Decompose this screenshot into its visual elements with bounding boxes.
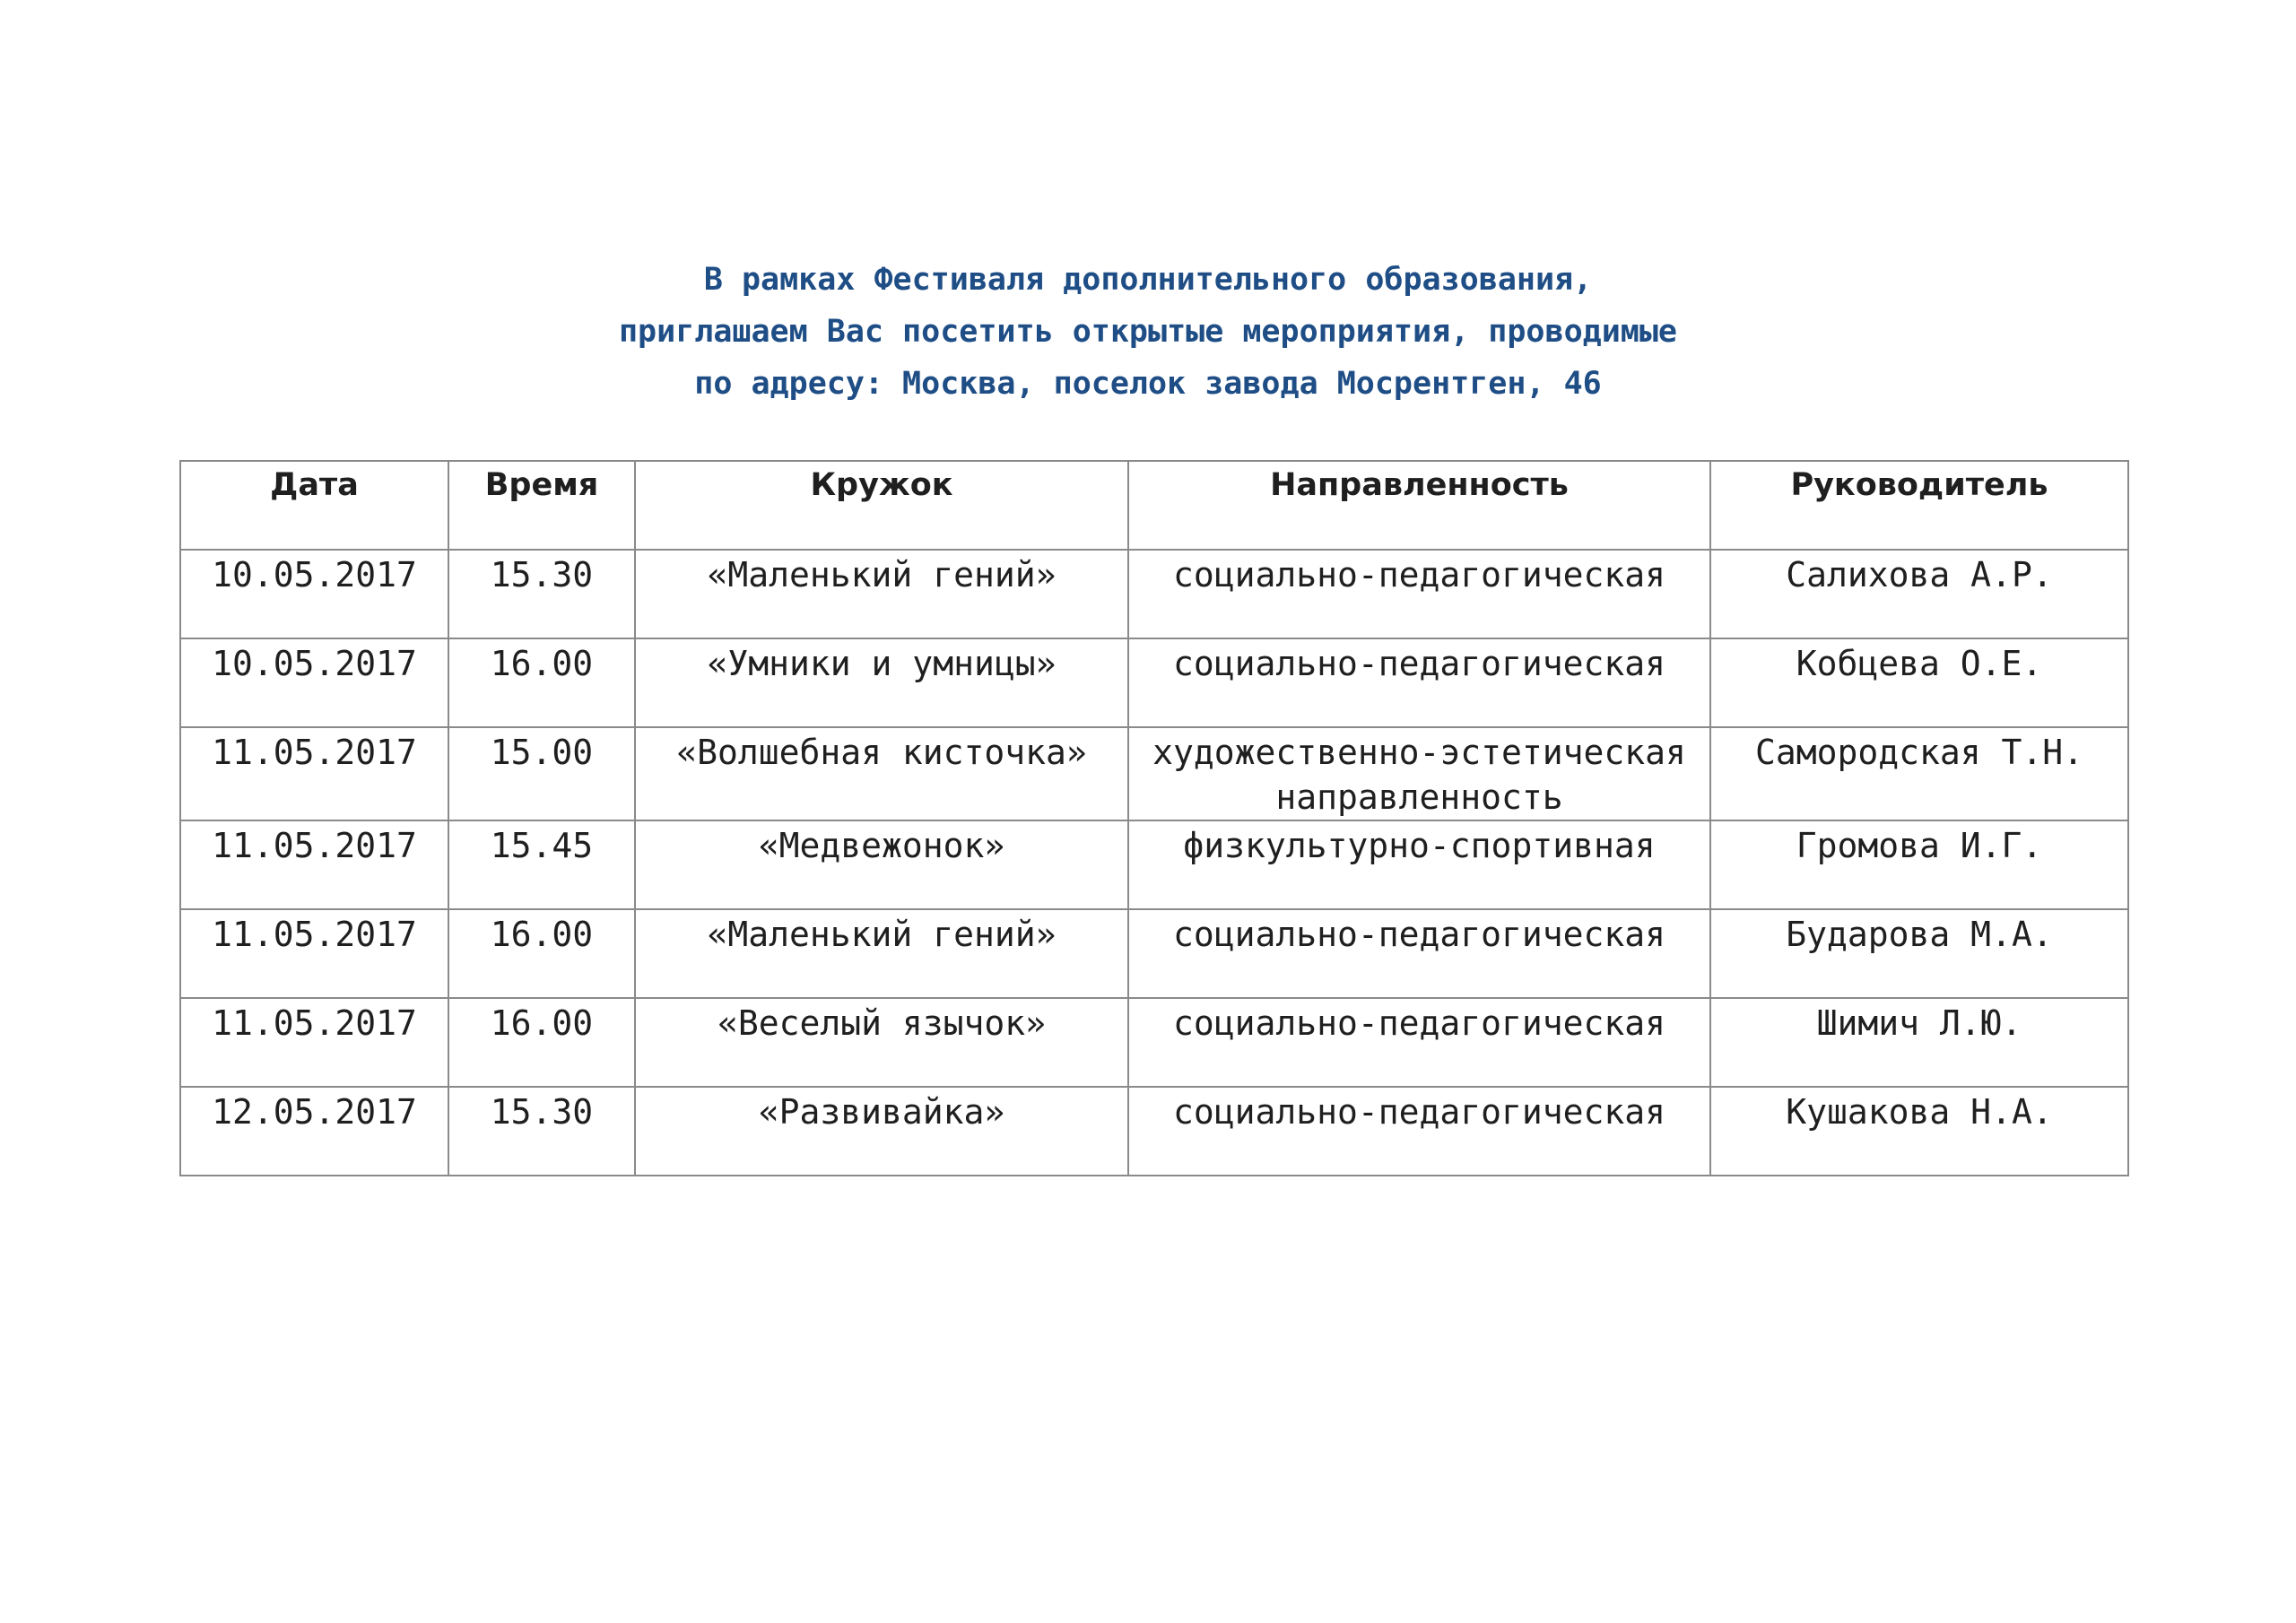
cell-club: «Развивайка» xyxy=(635,1087,1128,1176)
table-row xyxy=(180,820,2128,909)
cell-date: 11.05.2017 xyxy=(180,998,448,1087)
cell-direction: социально-педагогическая xyxy=(1128,638,1710,727)
cell-date: 11.05.2017 xyxy=(180,727,448,820)
column-header-leader: Руководитель xyxy=(1710,461,2128,550)
cell-leader: Салихова А.Р. xyxy=(1710,550,2128,638)
cell-direction: социально-педагогическая xyxy=(1128,909,1710,998)
cell-time: 15.00 xyxy=(448,727,635,820)
cell-club: «Маленький гений» xyxy=(635,550,1128,638)
table-row xyxy=(180,727,2128,820)
cell-leader: Кушакова Н.А. xyxy=(1710,1087,2128,1176)
cell-direction: социально-педагогическая xyxy=(1128,550,1710,638)
cell-leader: Громова И.Г. xyxy=(1710,820,2128,909)
cell-time: 15.30 xyxy=(448,550,635,638)
column-header-date: Дата xyxy=(180,461,448,550)
cell-leader: Бударова М.А. xyxy=(1710,909,2128,998)
cell-date: 10.05.2017 xyxy=(180,550,448,638)
cell-club: «Умники и умницы» xyxy=(635,638,1128,727)
invitation-heading xyxy=(0,254,2296,410)
cell-club: «Медвежонок» xyxy=(635,820,1128,909)
cell-date: 10.05.2017 xyxy=(180,638,448,727)
cell-time: 15.30 xyxy=(448,1087,635,1176)
column-header-time: Время xyxy=(448,461,635,550)
table-row xyxy=(180,998,2128,1087)
cell-leader: Кобцева О.Е. xyxy=(1710,638,2128,727)
cell-time: 16.00 xyxy=(448,909,635,998)
cell-club: «Волшебная кисточка» xyxy=(635,727,1128,820)
cell-date: 11.05.2017 xyxy=(180,909,448,998)
cell-club: «Маленький гений» xyxy=(635,909,1128,998)
cell-club: «Веселый язычок» xyxy=(635,998,1128,1087)
cell-direction: художественно-эстетическая направленность xyxy=(1128,727,1710,820)
table-row xyxy=(180,909,2128,998)
events-schedule-table xyxy=(179,460,2129,1176)
cell-leader: Шимич Л.Ю. xyxy=(1710,998,2128,1087)
table-row xyxy=(180,1087,2128,1176)
cell-leader: Самородская Т.Н. xyxy=(1710,727,2128,820)
column-header-direction: Направленность xyxy=(1128,461,1710,550)
cell-direction: социально-педагогическая xyxy=(1128,998,1710,1087)
table-row xyxy=(180,550,2128,638)
cell-time: 16.00 xyxy=(448,638,635,727)
cell-time: 16.00 xyxy=(448,998,635,1087)
heading-line-1: В рамках Фестиваля дополнительного образования, xyxy=(703,262,1593,298)
heading-line-2: приглашаем Вас посетить открытые мероприятия, проводимые xyxy=(618,314,1678,350)
cell-date: 11.05.2017 xyxy=(180,820,448,909)
table-header-row xyxy=(180,461,2128,550)
cell-direction: физкультурно-спортивная xyxy=(1128,820,1710,909)
column-header-club: Кружок xyxy=(635,461,1128,550)
cell-time: 15.45 xyxy=(448,820,635,909)
cell-date: 12.05.2017 xyxy=(180,1087,448,1176)
table-row xyxy=(180,638,2128,727)
cell-direction: социально-педагогическая xyxy=(1128,1087,1710,1176)
heading-line-3: по адресу: Москва, поселок завода Мосрентген, 46 xyxy=(694,366,1602,402)
